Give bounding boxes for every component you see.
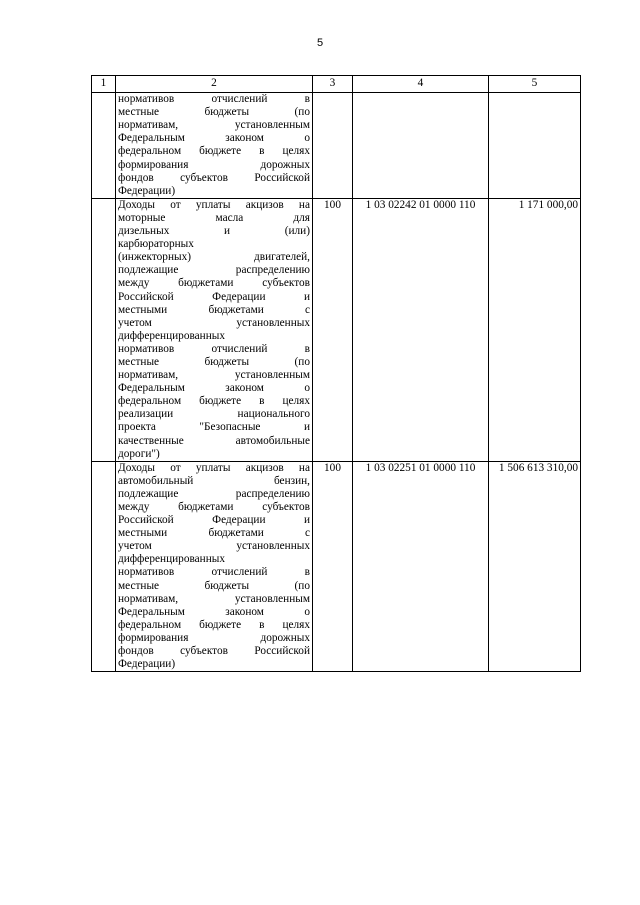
budget-classification-code-cell: [353, 93, 489, 199]
description-line: Федерации): [118, 658, 176, 671]
description-line: подлежащие распределению: [118, 487, 310, 500]
description-line: федеральном бюджете в целях: [118, 145, 310, 158]
description-cell: [116, 461, 313, 672]
description-line: дифференцированных: [118, 553, 226, 566]
description-line: учетом установленных: [118, 316, 310, 329]
description-line: нормативам, установленным: [118, 119, 310, 132]
column-header: 3: [313, 76, 353, 93]
description-line: местные бюджеты (по: [118, 579, 310, 592]
description-line: дифференцированных: [118, 329, 226, 342]
admin-code-cell: 100: [313, 198, 353, 461]
table-row: [92, 93, 581, 199]
admin-code-cell: [313, 93, 353, 199]
description-line: местными бюджетами с: [118, 303, 310, 316]
description-line: местные бюджеты (по: [118, 355, 310, 368]
page-number: 5: [316, 37, 324, 49]
amount-cell: 1 506 613 310,00: [489, 461, 581, 672]
column-header: 1: [92, 76, 116, 93]
table-row: [92, 198, 581, 461]
description-line: Доходы от уплаты акцизов на: [118, 461, 310, 474]
table-header-row: [92, 76, 581, 93]
description-cell: [116, 93, 313, 199]
description-line: Федеральным законом о: [118, 382, 310, 395]
description-line: подлежащие распределению: [118, 264, 310, 277]
description-line: Федеральным законом о: [118, 132, 310, 145]
description-line: карбюраторных: [118, 238, 194, 251]
budget-classification-code-cell: 1 03 02251 01 0000 110: [353, 461, 489, 672]
description-line: Доходы от уплаты акцизов на: [118, 198, 310, 211]
description-line: нормативам, установленным: [118, 592, 310, 605]
row-number-cell: [92, 198, 116, 461]
description-line: качественные автомобильные: [118, 434, 310, 447]
description-line: между бюджетами субъектов: [118, 277, 310, 290]
description-line: нормативам, установленным: [118, 369, 310, 382]
description-line: местными бюджетами с: [118, 527, 310, 540]
description-line: Федерации): [118, 184, 176, 197]
column-header: 5: [489, 76, 581, 93]
description-line: федеральном бюджете в целях: [118, 395, 310, 408]
description-line: нормативов отчислений в: [118, 566, 310, 579]
description-line: Федеральным законом о: [118, 605, 310, 618]
description-line: нормативов отчислений в: [118, 93, 310, 106]
description-line: автомобильный бензин,: [118, 474, 310, 487]
description-line: формирования дорожных: [118, 158, 310, 171]
description-line: местные бюджеты (по: [118, 106, 310, 119]
description-line: между бюджетами субъектов: [118, 501, 310, 513]
admin-code-cell: 100: [313, 461, 353, 672]
description-line: Российской Федерации и: [118, 290, 310, 303]
amount-cell: 1 171 000,00: [489, 198, 581, 461]
column-header: 2: [116, 76, 313, 93]
budget-classification-code-cell: 1 03 02242 01 0000 110: [353, 198, 489, 461]
description-line: дороги"): [118, 447, 160, 460]
description-cell: [116, 198, 313, 461]
description-line: моторные масла для: [118, 211, 310, 224]
description-line: Российской Федерации и: [118, 514, 310, 527]
revenue-table: [91, 75, 581, 672]
description-line: (инжекторных) двигателей,: [118, 251, 310, 264]
description-line: дизельных и (или): [118, 225, 310, 238]
description-line: учетом установленных: [118, 540, 310, 553]
description-line: формирования дорожных: [118, 631, 310, 644]
description-line: нормативов отчислений в: [118, 342, 310, 355]
table-row: [92, 461, 581, 672]
description-line: фондов субъектов Российской: [118, 645, 310, 658]
description-line: реализации национального: [118, 408, 310, 421]
row-number-cell: [92, 93, 116, 199]
column-header: 4: [353, 76, 489, 93]
row-number-cell: [92, 461, 116, 672]
amount-cell: [489, 93, 581, 199]
description-line: федеральном бюджете в целях: [118, 618, 310, 631]
description-line: фондов субъектов Российской: [118, 171, 310, 184]
description-line: проекта "Безопасные и: [118, 421, 310, 434]
